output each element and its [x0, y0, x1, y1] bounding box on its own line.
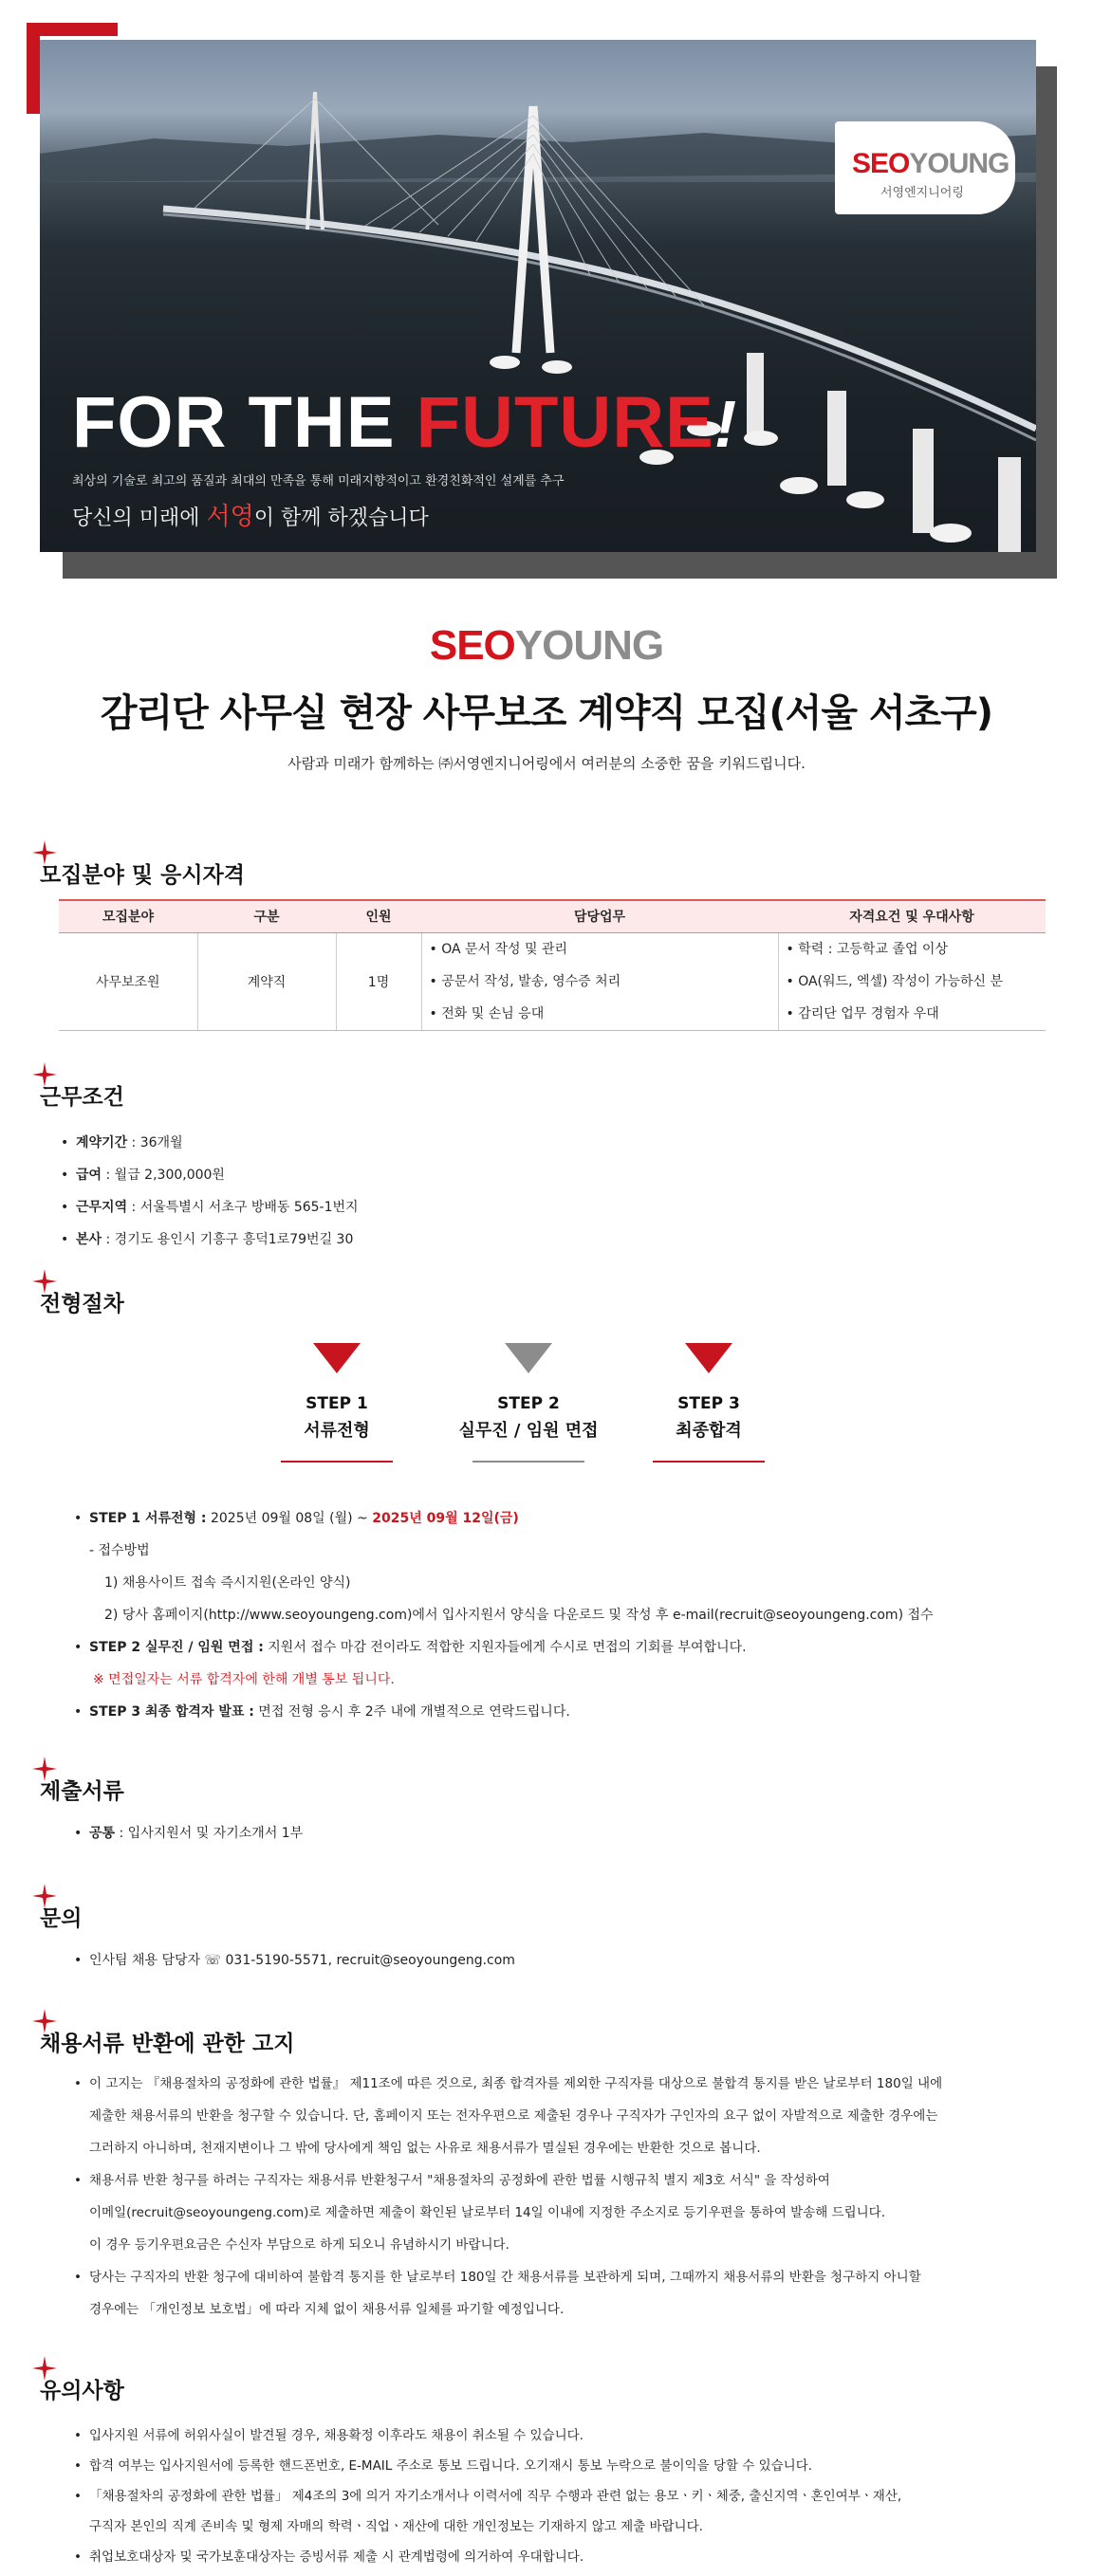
th-field: 모집분야: [59, 900, 197, 932]
list-item: • 취업보호대상자 및 국가보훈대상자는 증빙서류 제출 시 관계법령에 의거하여 우대합니다.: [72, 2542, 901, 2572]
slogan-pre: 당신의 미래에: [72, 506, 207, 530]
section-title-process: [40, 1286, 124, 1317]
spark-icon: [32, 1757, 57, 1781]
qual-item: • OA(워드, 엑셀) 작성이 가능하신 분: [786, 973, 1004, 989]
step-number: STEP 3: [677, 1394, 740, 1413]
hero-headline: [72, 381, 737, 464]
list-item: [59, 1159, 359, 1191]
list-item: 이 경우 등기우편요금은 수신자 부담으로 하게 되오니 유념하시기 바랍니다.: [89, 2237, 509, 2253]
list-item: 제출한 채용서류의 반환을 청구할 수 있습니다. 단, 홈페이지 또는 전자우편으로 제출된 경우나 구직자가 구인자의 요구 없이 자발적으로 제출한 경우에는: [89, 2108, 938, 2124]
list-item: • 합격 여부는 입사지원서에 등록한 핸드폰번호, E-MAIL 주소로 통보 드립니다. 오기재시 통보 누락으로 불이익을 당할 수 있습니다.: [72, 2451, 901, 2481]
spark-icon: [32, 1884, 57, 1908]
qual-item: • 감리단 업무 경험자 우대: [786, 1005, 939, 1021]
step1-label: STEP 1 서류전형 :: [89, 1511, 207, 1526]
list-item: • 인사팀 채용 담당자 ☏ 031-5190-5571, recruit@seoyoungeng.com: [72, 1944, 515, 1977]
th-duties: 담당업무: [421, 900, 778, 932]
item-value: : 36개월: [127, 1135, 183, 1150]
item-key: 본사: [76, 1232, 102, 1247]
spark-icon: [32, 840, 57, 865]
table-header-row: [59, 900, 1046, 932]
list-item: [72, 1631, 934, 1664]
step-underline: [281, 1461, 393, 1463]
list-item: - 접수방법: [89, 1543, 150, 1558]
step-underline: [472, 1461, 584, 1463]
list-item: 2) 당사 홈페이지(http://www.seoyoungeng.com)에서 입사지원서 양식을 다운로드 및 작성 후 e-mail(recruit@seoyoungeng.com) 접수: [104, 1608, 934, 1623]
list-item: 경우에는 「개인정보 보호법」에 따라 지체 없이 채용서류 일체를 파기할 예정입니다.: [89, 2302, 565, 2317]
step2-label: STEP 2 실무진 / 임원 면접 :: [89, 1640, 264, 1655]
list-item: 그러하지 아니하며, 천재지변이나 그 밖에 당사에게 책임 없는 사유로 채용서류가 멸실된 경우에는 반환한 것으로 봅니다.: [89, 2141, 761, 2156]
recruit-table: [59, 899, 1046, 1031]
step3-text: 면접 전형 응시 후 2주 내에 개별적으로 연락드립니다.: [253, 1704, 570, 1720]
step-underline: [653, 1461, 765, 1463]
hero-logo: [852, 148, 1015, 180]
step-number: STEP 2: [497, 1394, 560, 1413]
inquiry-list: [72, 1944, 515, 1977]
hero-slogan: [72, 497, 429, 532]
spark-icon: [32, 2356, 57, 2381]
cell-type: 계약직: [197, 932, 336, 1030]
cell-duties: [421, 932, 778, 1030]
section-title-text: 제출서류: [40, 1779, 124, 1804]
step2-text: 지원서 접수 마감 전이라도 적합한 지원자들에게 수시로 면접의 기회를 부여합니다.: [263, 1640, 747, 1655]
list-item: [59, 1224, 359, 1256]
section-title-documents: [40, 1774, 124, 1805]
item-value: : 경기도 용인시 기흥구 흥덕1로79번길 30: [102, 1232, 354, 1247]
step-1: [266, 1343, 408, 1463]
section-title-text: 문의: [40, 1906, 83, 1931]
list-item: [72, 1696, 934, 1728]
list-item: • 당사는 구직자의 반환 청구에 대비하여 불합격 통지를 한 날로부터 180일 간 채용서류를 보관하게 되며, 그때까지 채용서류의 반환을 청구하지 아니할: [72, 2261, 942, 2293]
process-list: [72, 1502, 934, 1728]
hero-image: [40, 40, 1036, 552]
list-item: • 입사지원 서류에 허위사실이 발견될 경우, 채용확정 이후라도 채용이 취소될 수 있습니다.: [72, 2420, 901, 2451]
item-key: 근무지역: [76, 1200, 128, 1215]
list-item: [59, 1127, 359, 1159]
list-item: • 이 고지는 『채용절차의 공정화에 관한 법률』 제11조에 따른 것으로, 최종 합격자를 제외한 구직자를 대상으로 불합격 통지를 받은 날로부터 180일 내에: [72, 2068, 942, 2100]
spark-icon: [32, 1062, 57, 1087]
brand-red: SEO: [429, 622, 515, 669]
section-title-text: 근무조건: [40, 1085, 124, 1110]
item-key: 급여: [76, 1168, 102, 1183]
section-title-text: 유의사항: [40, 2379, 124, 2403]
list-item: ※ 면접일자는 서류 합격자에 한해 개별 통보 됩니다.: [93, 1672, 395, 1687]
item-value: : 입사지원서 및 자기소개서 1부: [115, 1826, 304, 1841]
step1-text: 2025년 09월 08일 (월) ~: [206, 1511, 373, 1526]
item-value: : 서울특별시 서초구 방배동 565-1번지: [127, 1200, 359, 1215]
table-row: [59, 932, 1046, 1030]
return-notice-list: [72, 2068, 942, 2326]
step-name: 실무진 / 임원 면접: [458, 1421, 599, 1441]
th-qualifications: 자격요건 및 우대사항: [778, 900, 1046, 932]
headline-bang: !: [713, 387, 738, 461]
list-item: [59, 1191, 359, 1224]
list-item: • 채용서류 반환 청구를 하려는 구직자는 채용서류 반환청구서 "채용절차의 공정화에 관한 법률 시행규칙 별지 제3호 서식" 을 작성하여: [72, 2164, 942, 2197]
slogan-red: 서영: [206, 503, 254, 531]
section-title-text: 채용서류 반환에 관한 고지: [40, 2032, 295, 2056]
step-number: STEP 1: [306, 1394, 368, 1413]
step-name: 서류전형: [304, 1421, 370, 1441]
hero-logo-subtitle: 서영엔지니어링: [880, 186, 964, 200]
page-title: 감리단 사무실 현장 사무보조 계약직 모집(서울 서초구): [100, 691, 993, 735]
list-item: 이메일(recruit@seoyoungeng.com)로 제출하면 제출이 확인된 날로부터 14일 이내에 지정한 주소지로 등기우편을 통하여 발송해 드립니다.: [89, 2205, 886, 2220]
slogan-post: 이 함께 하겠습니다: [253, 506, 429, 530]
item-value: : 월급 2,300,000원: [102, 1168, 225, 1183]
spark-icon: [32, 1269, 57, 1294]
list-item: 구직자 본인의 직계 존비속 및 형제 자매의 학력ㆍ직업ㆍ재산에 대한 개인정보는 기재하지 않고 제출 바랍니다.: [89, 2519, 703, 2534]
duty-item: • 공문서 작성, 발송, 영수증 처리: [429, 973, 621, 989]
step-arrow-icon: [505, 1343, 552, 1373]
section-title-conditions: [40, 1079, 124, 1111]
hero-tagline: 최상의 기술로 최고의 품질과 최대의 만족을 통해 미래지향적이고 환경친화적인 설계를 추구: [72, 474, 565, 488]
step-arrow-icon: [685, 1343, 732, 1373]
section-title-return: [40, 2026, 294, 2057]
hero-logo-box: [835, 121, 1015, 214]
conditions-list: [59, 1127, 359, 1256]
headline-red: FUTURE: [416, 382, 714, 463]
headline-white: FOR THE: [72, 382, 417, 463]
section-title-notes: [40, 2373, 124, 2404]
hero-banner: [0, 0, 1093, 588]
step-name: 최종합격: [676, 1421, 742, 1441]
list-item: [72, 1817, 303, 1849]
spark-icon: [32, 2009, 57, 2033]
section-title-text: 전형절차: [40, 1292, 124, 1316]
notes-list: [72, 2420, 901, 2572]
brand-logo: [0, 622, 1093, 670]
list-item: 1) 채용사이트 접속 즉시지원(온라인 양식): [104, 1575, 351, 1591]
section-title-text: 모집분야 및 응시자격: [40, 863, 245, 888]
logo-gray-part: YOUNG: [909, 148, 1010, 179]
logo-red-part: SEO: [852, 148, 910, 179]
section-title-recruit: [40, 857, 245, 889]
section-title-inquiry: [40, 1901, 82, 1932]
step-3: [638, 1343, 780, 1463]
duty-item: • 전화 및 손님 응대: [429, 1005, 545, 1021]
item-key: 공통: [89, 1826, 116, 1841]
step3-label: STEP 3 최종 합격자 발표 :: [89, 1704, 254, 1720]
brand-gray: YOUNG: [514, 622, 664, 669]
step-2: [457, 1343, 600, 1463]
step1-deadline: 2025년 09월 12일(금): [372, 1511, 519, 1526]
cell-qualifications: [778, 932, 1046, 1030]
cell-field: 사무보조원: [59, 932, 197, 1030]
qual-item: • 학력 : 고등학교 졸업 이상: [786, 941, 948, 957]
th-count: 인원: [336, 900, 421, 932]
documents-list: [72, 1817, 303, 1849]
step-arrow-icon: [313, 1343, 361, 1373]
duty-item: • OA 문서 작성 및 관리: [429, 941, 568, 957]
th-type: 구분: [197, 900, 336, 932]
intro-text: 사람과 미래가 함께하는 ㈜서영엔지니어링에서 여러분의 소중한 꿈을 키워드립니다.: [287, 755, 806, 772]
cell-count: 1명: [336, 932, 421, 1030]
item-key: 계약기간: [76, 1135, 128, 1150]
list-item: • 「채용절차의 공정화에 관한 법률」 제4조의 3에 의거 자기소개서나 이력서에 직무 수행과 관련 없는 용모ㆍ키ㆍ체중, 출신지역ㆍ혼인여부ㆍ재산,: [72, 2481, 901, 2512]
list-item: [72, 1502, 934, 1535]
